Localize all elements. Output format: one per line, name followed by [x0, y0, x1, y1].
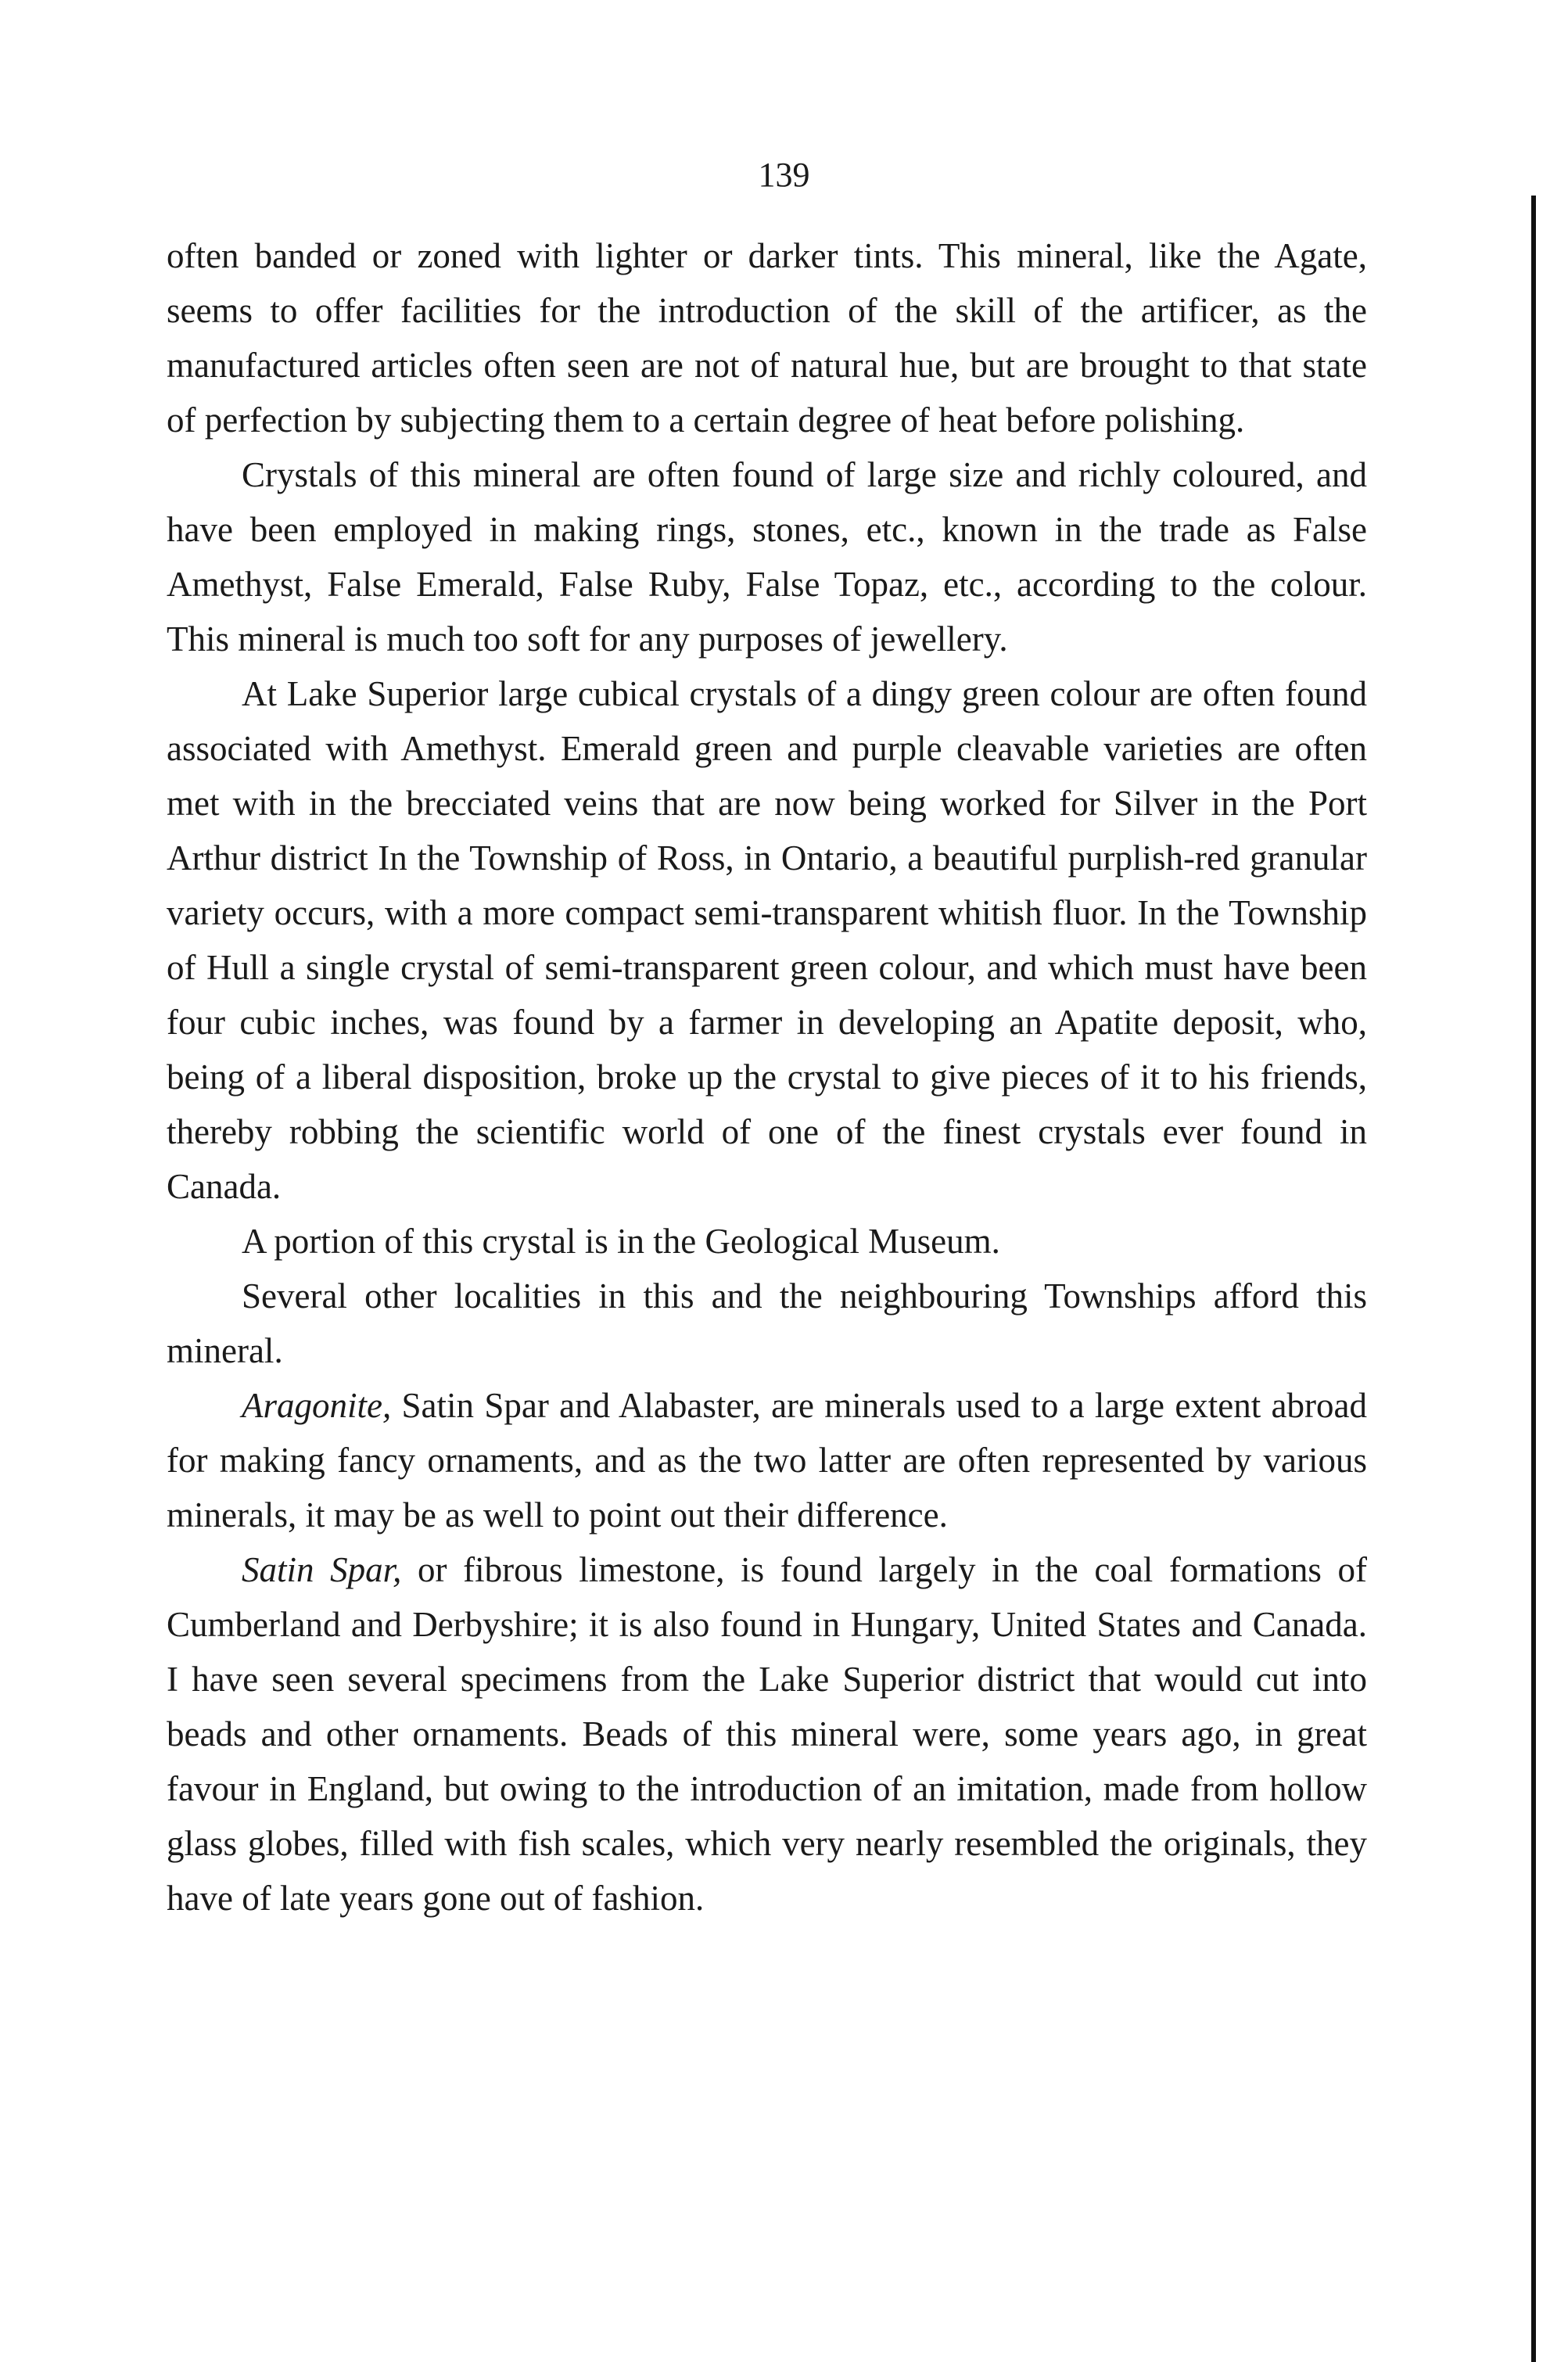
paragraph-6 — [167, 1378, 1367, 1542]
paragraph-7-text: or fibrous limestone, is found largely in the coal formations of Cumberland and Derbyshire; it is also found in Hungary, United States and Canada. I have seen several specimens from the Lake Superior district that would cut into beads and other ornaments. Beads of this mineral were, some years ago, in great favour in England, but owing to the introduction of an imitation, made from hollow glass globes, filled with fish scales, which very nearly resembled the originals, they have of late years gone out of fashion. — [167, 1550, 1367, 1918]
paragraph-6-text: Satin Spar and Alabaster, are minerals used to a large extent abroad for making fancy ornaments, and as the two latter are often represented by various minerals, it may be as well to point out their difference. — [167, 1386, 1367, 1535]
paragraph-1: often banded or zoned with lighter or darker tints. This mineral, like the Agate, seems to offer facilities for the introduction of the skill of the artificer, as the manufactured articles often seen are not of natural hue, but are brought to that state of perfection by subjecting them to a certain degree of heat before polishing. — [167, 236, 1367, 440]
paragraph-5: Several other localities in this and the neighbouring Townships afford this mineral. — [167, 1276, 1367, 1370]
page-number: 139 — [758, 156, 810, 194]
paragraph-4: A portion of this crystal is in the Geological Museum. — [242, 1222, 1000, 1261]
term-satin-spar: Satin Spar, — [242, 1550, 402, 1589]
paragraph-7 — [167, 1542, 1367, 1926]
paragraph-3: At Lake Superior large cubical crystals of a dingy green colour are often found associated with Amethyst. Emerald green and purple cleavable varieties are often met with in the brecciated veins that are now being worked for Silver in the Port Arthur district In the Township of Ross, in Ontario, a beautiful purplish-red granular variety occurs, with a more compact semi-transparent whitish fluor. In the Township of Hull a single crystal of semi-transparent green colour, and which must have been four cubic inches, was found by a farmer in developing an Apatite deposit, who, being of a liberal disposition, broke up the crystal to give pieces of it to his friends, thereby robbing the scientific world of one of the finest crystals ever found in Canada. — [167, 674, 1367, 1206]
term-aragonite: Aragonite, — [242, 1386, 392, 1425]
body-text — [167, 228, 1367, 1926]
paragraph-2: Crystals of this mineral are often found of large size and richly coloured, and have been employed in making rings, stones, etc., known in the trade as False Amethyst, False Emerald, False Ruby, False Topaz, etc., according to the colour. This mineral is much too soft for any purposes of jewellery. — [167, 455, 1367, 659]
page-edge-rule — [1531, 196, 1536, 2362]
